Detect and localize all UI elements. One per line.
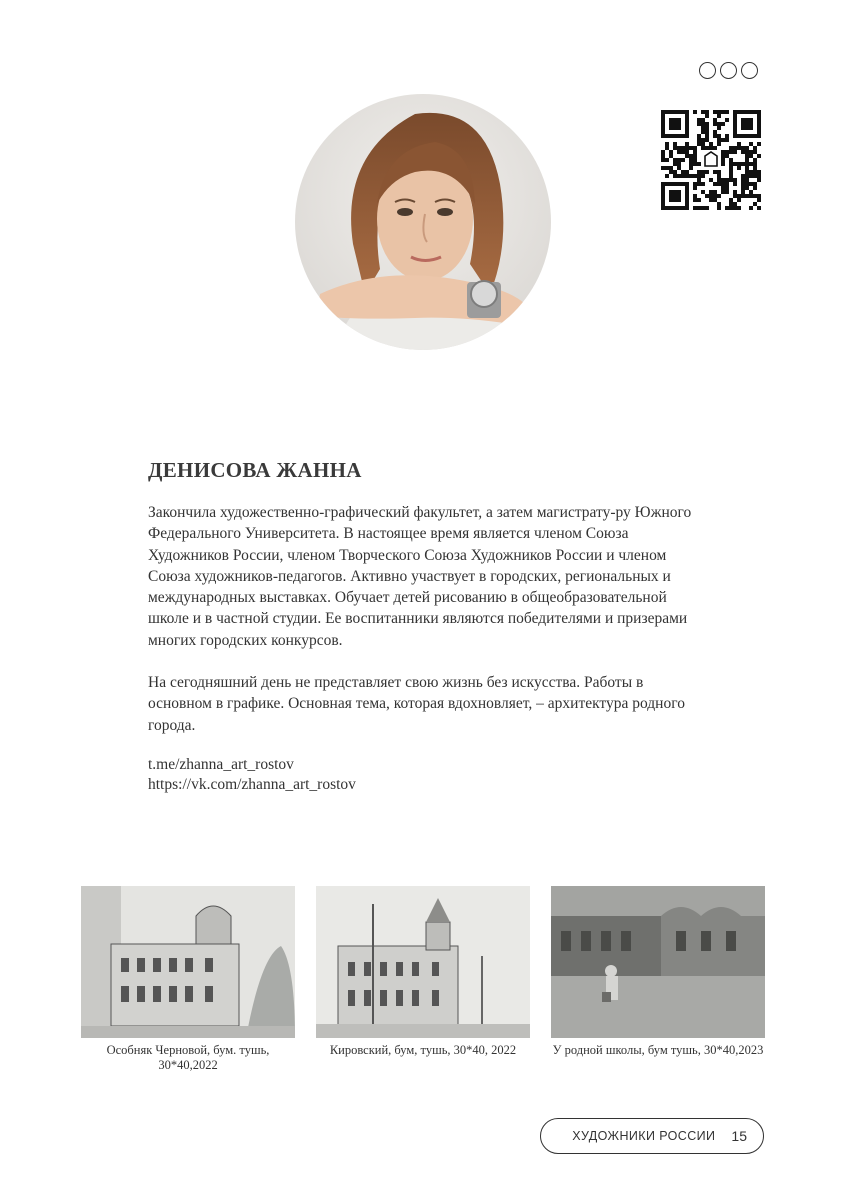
footer-badge: [540, 1118, 764, 1154]
artwork-card: [316, 886, 530, 1058]
bio-paragraph: На сегодняшний день не представляет свою жизнь без искусства. Работы в основном в графике. Основная тема, которая вдохновляет, – архитектура родного города.: [148, 674, 685, 734]
page-number: 15: [731, 1128, 747, 1144]
artist-portrait: [295, 94, 551, 350]
artist-bio: [148, 502, 708, 757]
telegram-link[interactable]: t.me/zhanna_art_rostov: [148, 756, 294, 773]
artwork-caption: У родной школы, бум тушь, 30*40,2023: [552, 1043, 764, 1057]
artwork-card: [81, 886, 295, 1073]
artist-name: ДЕНИСОВА ЖАННА: [148, 458, 362, 482]
artwork-image: [551, 886, 765, 1038]
artwork-image: [316, 886, 530, 1038]
bio-paragraph: Закончила художественно-графический факультет, а затем магистрату-ру Южного Федерального Университета. В настоящее время является членом Союза Художников России, членом Творческого Союза Художников России и членом Союза художников-педагогов. Активно участвует в городских, региональных и международных выставках. Обучает детей рисованию в общеобразовательной школе и в частной студии. Ее воспитанники являются победителями и призерами многих городских конкурсов.: [148, 504, 692, 649]
artwork-image: [81, 886, 295, 1038]
circle-icon: [741, 62, 758, 79]
qr-code-icon: [657, 106, 765, 214]
artwork-card: [551, 886, 765, 1058]
vk-link[interactable]: https://vk.com/zhanna_art_rostov: [148, 776, 356, 793]
artwork-caption: Кировский, бум, тушь, 30*40, 2022: [329, 1043, 517, 1057]
circle-icon: [720, 62, 737, 79]
magazine-title: ХУДОЖНИКИ РОССИИ: [572, 1129, 716, 1143]
artwork-caption: Особняк Черновой, бум. тушь, 30*40,2022: [106, 1043, 270, 1072]
contact-links: [148, 755, 356, 795]
circle-icon: [699, 62, 716, 79]
menu-dots: [699, 62, 758, 79]
